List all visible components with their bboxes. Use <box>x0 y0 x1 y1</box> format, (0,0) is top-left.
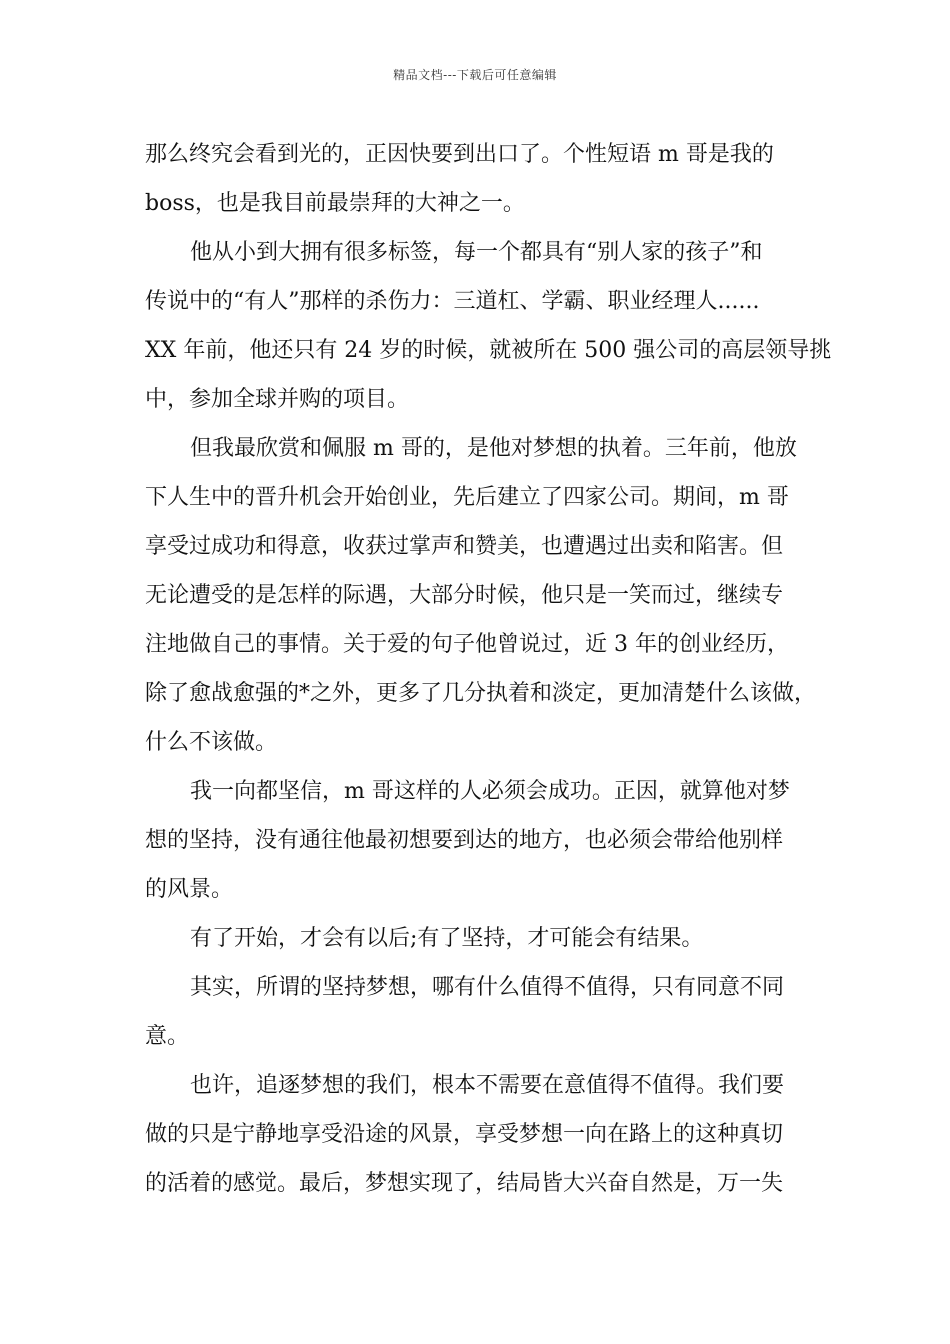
paragraph-first-line: 也许，追逐梦想的我们，根本不需要在意值得不值得。我们要 <box>190 1073 785 1098</box>
page-header: 精品文档---下载后可任意编辑 <box>393 68 557 82</box>
text-line: 的活着的感觉。最后，梦想实现了，结局皆大兴奋自然是，万一失 <box>145 1171 784 1196</box>
text-line: 的风景。 <box>145 877 234 902</box>
document-body <box>145 130 832 1208</box>
text-line: 做的只是宁静地享受沿途的风景，享受梦想一向在路上的这种真切 <box>145 1122 784 1147</box>
text-line: 什么不该做。 <box>145 730 278 755</box>
paragraph-first-line: 我一向都坚信，m 哥这样的人必须会成功。正因，就算他对梦 <box>190 779 790 804</box>
text-line: 下人生中的晋升机会开始创业，先后建立了四家公司。期间，m 哥 <box>145 485 789 510</box>
paragraph-first-line: 但我最欣赏和佩服 m 哥的，是他对梦想的执着。三年前，他放 <box>190 436 797 461</box>
text-line: boss，也是我目前最崇拜的大神之一。 <box>145 191 525 216</box>
text-line: 那么终究会看到光的，正因快要到出口了。个性短语 m 哥是我的 <box>145 142 774 167</box>
paragraph-first-line: 有了开始，才会有以后;有了坚持，才可能会有结果。 <box>190 926 704 951</box>
text-line: 中，参加全球并购的项目。 <box>145 387 410 412</box>
text-line: 想的坚持，没有通往他最初想要到达的地方，也必须会带给他别样 <box>145 828 784 853</box>
text-line: 注地做自己的事情。关于爱的句子他曾说过，近 3 年的创业经历， <box>145 632 789 657</box>
text-line: 享受过成功和得意，收获过掌声和赞美，也遭遇过出卖和陷害。但 <box>145 534 784 559</box>
paragraph-first-line: 其实，所谓的坚持梦想，哪有什么值得不值得，只有同意不同 <box>190 975 785 1000</box>
text-line: 意。 <box>145 1024 190 1049</box>
text-line: 除了愈战愈强的*之外，更多了几分执着和淡定，更加清楚什么该做， <box>145 681 817 706</box>
text-line: XX 年前，他还只有 24 岁的时候，就被所在 500 强公司的高层领导挑 <box>145 338 832 363</box>
paragraph-first-line: 他从小到大拥有很多标签，每一个都具有“别人家的孩子”和 <box>190 240 763 265</box>
text-line: 传说中的“有人”那样的杀伤力：三道杠、学霸、职业经理人...... <box>145 289 760 314</box>
text-line: 无论遭受的是怎样的际遇，大部分时候，他只是一笑而过，继续专 <box>145 583 784 608</box>
